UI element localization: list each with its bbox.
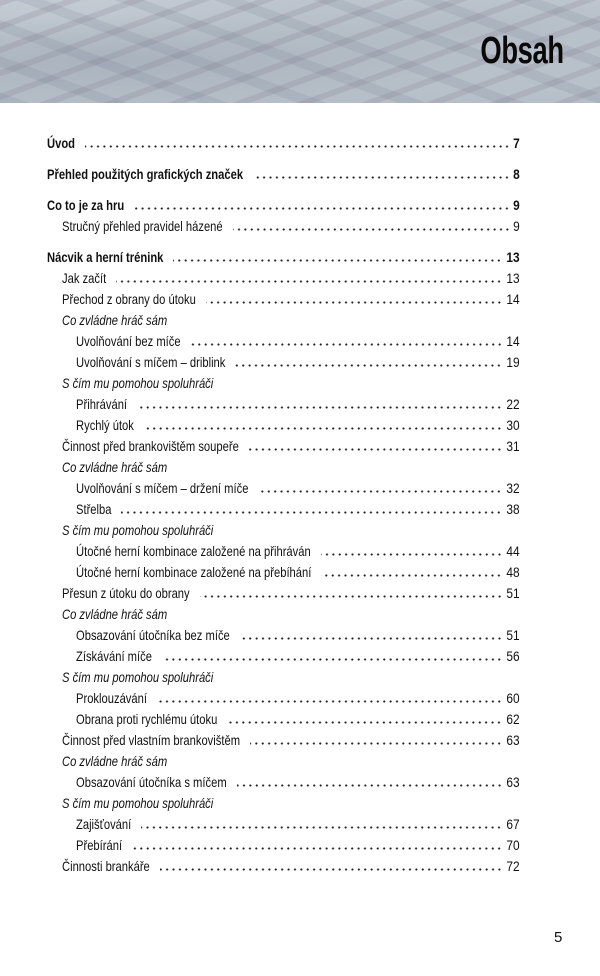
toc-entry-label-wrap — [62, 751, 167, 772]
toc-entry-label: Co zvládne hráč sám — [62, 606, 168, 622]
header-banner — [0, 0, 600, 103]
dot-leader — [321, 574, 502, 577]
toc-entry-label-wrap — [62, 583, 190, 604]
toc-entry-label-wrap — [62, 667, 213, 688]
toc-entry-label-wrap — [76, 331, 181, 352]
toc-entry-label-wrap — [76, 352, 225, 373]
toc-entry-page: 9 — [513, 218, 520, 234]
page-title: Obsah — [480, 30, 564, 72]
toc-subheading — [47, 667, 520, 688]
toc-entry-page: 70 — [506, 837, 520, 853]
toc-entry-label: Uvolňování s míčem – držení míče — [76, 480, 249, 496]
toc-entry-page: 13 — [506, 270, 520, 286]
toc-entry-label-wrap — [47, 133, 75, 154]
dot-leader — [160, 868, 503, 871]
toc-entry-label-wrap — [76, 562, 311, 583]
toc-entry-page: 63 — [506, 732, 520, 748]
toc-entry-label-wrap — [62, 730, 240, 751]
toc-entry-page: 51 — [506, 627, 520, 643]
toc-subheading — [47, 793, 520, 814]
toc-entry-page: 38 — [506, 501, 520, 517]
toc-subheading — [47, 751, 520, 772]
toc-entry-label: Obsazování útočníka bez míče — [76, 627, 230, 643]
toc-entry-label-wrap — [62, 216, 223, 237]
toc-entry-label-wrap — [47, 164, 243, 185]
toc-entry[interactable] — [47, 499, 520, 520]
toc-entry-label-wrap — [47, 247, 163, 268]
toc-entry-label-wrap — [76, 541, 311, 562]
toc-entry-label-wrap — [62, 604, 167, 625]
dot-leader — [132, 847, 502, 850]
dot-leader — [85, 145, 510, 148]
toc-entry[interactable] — [47, 478, 520, 499]
toc-entry[interactable] — [47, 856, 520, 877]
toc-entry-label-wrap — [76, 814, 131, 835]
toc-entry-label: S čím mu pomohou spoluhráči — [62, 795, 214, 811]
toc-entry-label-wrap — [62, 793, 213, 814]
toc-entry-label: Činnost před brankovištěm soupeře — [62, 438, 239, 454]
toc-entry-page: 56 — [506, 648, 520, 664]
dot-leader — [162, 658, 502, 661]
toc-entry-page: 9 — [513, 197, 520, 213]
dot-leader — [321, 553, 503, 556]
toc-entry[interactable] — [47, 709, 520, 730]
toc-entry[interactable] — [47, 133, 520, 154]
toc-entry-label-wrap — [76, 499, 111, 520]
dot-leader — [206, 301, 503, 304]
dot-leader — [227, 721, 502, 724]
toc-entry-page: 14 — [506, 333, 520, 349]
toc-entry-label: Činnost před vlastním brankovištěm — [62, 732, 241, 748]
toc-entry-label: Činnosti brankáře — [62, 858, 150, 874]
toc-entry-page: 22 — [506, 396, 520, 412]
toc-entry-label: S čím mu pomohou spoluhráči — [62, 522, 214, 538]
toc-entry-label: Přesun z útoku do obrany — [62, 585, 190, 601]
toc-entry-label: Nácvik a herní trénink — [47, 249, 164, 265]
toc-entry-label: Přehled použitých grafických značek — [47, 166, 244, 182]
toc-entry-label: Útočné herní kombinace založené na přihráván — [76, 543, 311, 559]
toc-entry-label: S čím mu pomohou spoluhráči — [62, 375, 214, 391]
dot-leader — [237, 784, 503, 787]
toc-entry-page: 60 — [506, 690, 520, 706]
toc-subheading — [47, 310, 520, 331]
dot-leader — [157, 700, 502, 703]
toc-entry[interactable] — [47, 268, 520, 289]
toc-entry-label: Přebírání — [76, 837, 123, 853]
dot-leader — [233, 228, 511, 231]
toc-entry-label-wrap — [76, 709, 217, 730]
toc-entry-label: Co zvládne hráč sám — [62, 753, 168, 769]
toc-entry-page: 63 — [506, 774, 520, 790]
toc-entry-label-wrap — [62, 856, 150, 877]
toc-entry[interactable] — [47, 625, 520, 646]
toc-entry-label: S čím mu pomohou spoluhráči — [62, 669, 214, 685]
dot-leader — [137, 406, 502, 409]
toc-entry[interactable] — [47, 415, 520, 436]
toc-entry-label: Uvolňování bez míče — [76, 333, 181, 349]
toc-entry-label: Uvolňování s míčem – driblink — [76, 354, 226, 370]
toc-subheading — [47, 373, 520, 394]
toc-entry-label: Co zvládne hráč sám — [62, 459, 168, 475]
dot-leader — [249, 448, 503, 451]
dot-leader — [191, 343, 503, 346]
toc-entry-page: 67 — [506, 816, 520, 832]
toc-entry-page: 19 — [506, 354, 520, 370]
toc-entry[interactable] — [47, 814, 520, 835]
toc-entry-label-wrap — [76, 772, 227, 793]
table-of-contents — [47, 133, 520, 877]
toc-entry-page: 72 — [506, 858, 520, 874]
toc-entry-label: Střelba — [76, 501, 112, 517]
toc-entry-page: 8 — [513, 166, 520, 182]
toc-entry-label-wrap — [76, 478, 248, 499]
toc-entry-label: Získávání míče — [76, 648, 152, 664]
toc-entry-label-wrap — [62, 289, 196, 310]
toc-entry[interactable] — [47, 289, 520, 310]
toc-entry[interactable] — [47, 436, 520, 457]
toc-entry-page: 30 — [506, 417, 520, 433]
page-number: 5 — [554, 929, 563, 946]
toc-entry-label-wrap — [76, 688, 147, 709]
toc-entry[interactable] — [47, 195, 520, 216]
toc-entry-label: Rychlý útok — [76, 417, 134, 433]
toc-entry-label: Úvod — [47, 135, 75, 151]
toc-entry-label-wrap — [47, 195, 124, 216]
toc-entry-label: Přechod z obrany do útoku — [62, 291, 196, 307]
toc-entry-label-wrap — [62, 457, 167, 478]
toc-entry[interactable] — [47, 646, 520, 667]
toc-entry-page: 51 — [506, 585, 520, 601]
toc-entry-label-wrap — [62, 436, 239, 457]
toc-entry-label-wrap — [76, 646, 152, 667]
dot-leader — [121, 511, 502, 514]
toc-entry-page: 62 — [506, 711, 520, 727]
toc-entry-label: Zajišťování — [76, 816, 132, 832]
dot-leader — [173, 259, 502, 262]
toc-entry-label-wrap — [62, 268, 106, 289]
dot-leader — [141, 826, 502, 829]
toc-entry-page: 44 — [506, 543, 520, 559]
toc-entry[interactable] — [47, 835, 520, 856]
toc-entry-label-wrap — [76, 625, 230, 646]
dot-leader — [116, 280, 502, 283]
toc-entry-label-wrap — [76, 835, 122, 856]
toc-entry-label: Proklouzávání — [76, 690, 147, 706]
toc-entry-label-wrap — [76, 394, 127, 415]
dot-leader — [258, 490, 502, 493]
toc-entry[interactable] — [47, 772, 520, 793]
dot-leader — [253, 176, 510, 179]
toc-subheading — [47, 604, 520, 625]
toc-entry[interactable] — [47, 216, 520, 237]
dot-leader — [240, 637, 503, 640]
toc-entry-label: Obrana proti rychlému útoku — [76, 711, 218, 727]
toc-entry-label-wrap — [76, 415, 134, 436]
toc-entry-label: Přihrávání — [76, 396, 128, 412]
toc-entry-page: 48 — [506, 564, 520, 580]
toc-entry-label: Stručný přehled pravidel házené — [62, 218, 223, 234]
dot-leader — [134, 207, 510, 210]
toc-entry[interactable] — [47, 562, 520, 583]
toc-entry-label: Jak začít — [62, 270, 107, 286]
toc-entry-label: Obsazování útočníka s míčem — [76, 774, 227, 790]
toc-entry[interactable] — [47, 730, 520, 751]
toc-entry[interactable] — [47, 541, 520, 562]
dot-leader — [144, 427, 503, 430]
toc-entry[interactable] — [47, 352, 520, 373]
toc-entry-page: 32 — [506, 480, 520, 496]
toc-entry-label-wrap — [62, 520, 213, 541]
toc-entry-label: Co to je za hru — [47, 197, 125, 213]
toc-entry-label-wrap — [62, 373, 213, 394]
toc-entry-label-wrap — [62, 310, 167, 331]
toc-entry[interactable] — [47, 331, 520, 352]
toc-entry-page: 13 — [506, 249, 520, 265]
toc-entry[interactable] — [47, 688, 520, 709]
toc-entry[interactable] — [47, 247, 520, 268]
dot-leader — [235, 364, 502, 367]
toc-entry-label: Co zvládne hráč sám — [62, 312, 168, 328]
toc-subheading — [47, 457, 520, 478]
dot-leader — [200, 595, 503, 598]
toc-subheading — [47, 520, 520, 541]
toc-entry[interactable] — [47, 583, 520, 604]
toc-entry[interactable] — [47, 164, 520, 185]
toc-entry-page: 31 — [506, 438, 520, 454]
toc-entry-page: 7 — [513, 135, 520, 151]
toc-entry-label: Útočné herní kombinace založené na přebíhání — [76, 564, 312, 580]
toc-entry-page: 14 — [506, 291, 520, 307]
toc-entry[interactable] — [47, 394, 520, 415]
dot-leader — [250, 742, 502, 745]
